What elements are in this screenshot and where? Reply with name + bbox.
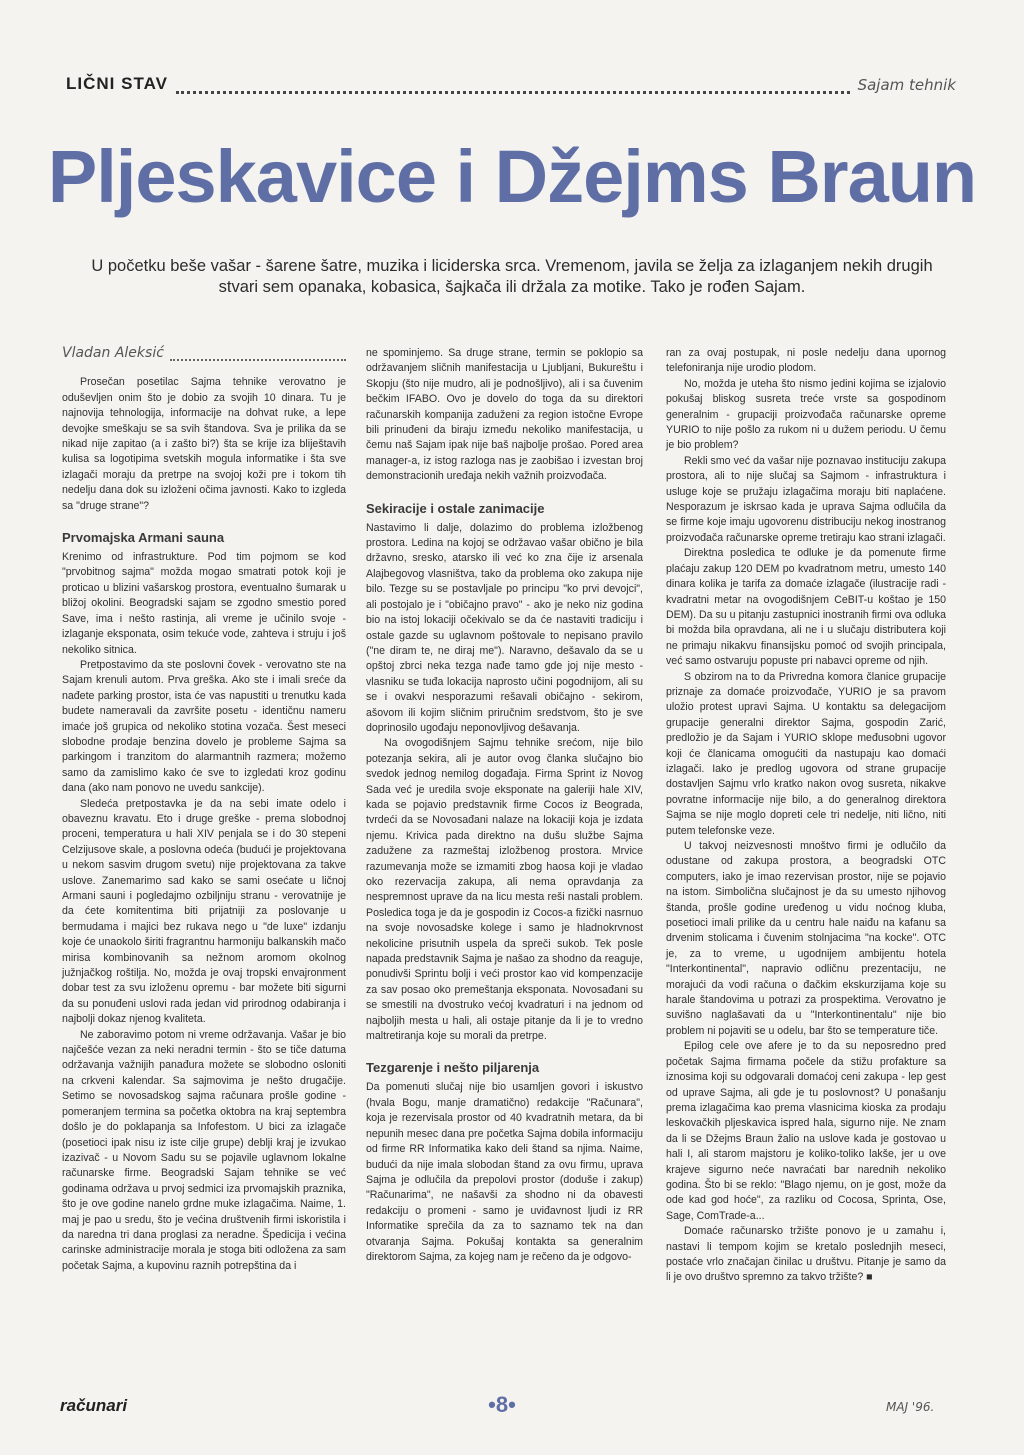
page-number: •8•	[488, 1392, 516, 1417]
byline-dot-leader	[170, 349, 346, 361]
byline	[62, 346, 346, 361]
section-label: LIČNI STAV	[66, 74, 168, 93]
paragraph: S obzirom na to da Privredna komora članice grupacije priznaje za domaće proizvođače, YURIO je sa pravom uložio protest upravi Sajma. U kontaktu sa delegacijom grupacije generalni direktor Sajma, gospodin Zarić, predložio je da Sajam i YURIO sklope međusobni ugovor koji će članicama omogućiti da nastupaju kao domaći izlagači. Iako je predlog ugovora od strane grupacije dostavljen Sajmu vrlo kratko nakon ovog susreta, nikakve povratne informacije nije bilo, a do generalnog direktora Sajma se nije moglo dopreti cele tri nedelje, niti lično, niti putem telefonske veze.	[666, 670, 946, 837]
paragraph: Prosečan posetilac Sajma tehnike verovatno je oduševljen onim što je dobio za svojih 10 dinara. Tu je najnovija tehnologija, informacije na dohvat ruke, a lepe devojke smeškaju se sa svih štandova. Sva je prilika da se nikad nije zapitao (a i zašto bi?) šta se krije iza bliještavih kulisa sa logotipima svetskih mogula informatike i šta sve izlagači moraju da pretrpe na svojoj koži pre i tokom tih nedelju dana dok su izloženi očima javnosti. Kako to izgleda sa "druge strane"?	[62, 376, 346, 512]
article-lead: U početku beše vašar - šarene šatre, muzika i liciderska srca. Vremenom, javila se želja za izlaganjem nekih drugih stvari sem opanaka, kobasica, šajkača ili držala za motike. Tako je rođen Sajam.	[91, 257, 933, 296]
paragraph: No, možda je uteha što nismo jedini kojima se izjalovio pokušaj bliskog susreta treće vrste sa gospodinom generalnim - grupaciji proizvođača računarske opreme YURIO to nije pošlo za rukom ni u dužem periodu. U čemu je bio problem?	[666, 377, 946, 452]
column-1	[62, 346, 346, 1274]
paragraph: Nastavimo li dalje, dolazimo do problema izložbenog prostora. Ledina na kojoj se održavao vašar obično je bila državno, sresko, atarsko ili već ko zna čije iz arsenala Alajbegovog vlasništva, tako da problema oko zakupa nije bilo. Tezge su se postavljale po principu "ko prvi devojci", ali postojalo je i "običajno pravo" - ako je neko niz godina bio na istoj lokaciji očekivalo se da će nastaviti tradiciju i ostale gazde su uglavnom poštovale to nepisano pravilo ("ne diram te, ne diraj me"). Naravno, dešavalo da se u opštoj zbrci neka tezga nađe tamo gde joj nije mesto - vlasniku se tuđa lokacija naprosto učini pogodnijom, ali su se i ovakvi nesporazumi rešavali običajno - sekirom, ašovom ili kojim sličnim priručnim sredstvom, što je sve doprinosilo ugođaju neponovljivog dešavanja.	[366, 521, 643, 734]
paragraph: Epilog cele ove afere je to da su neposredno pred početak Sajma firmama počele da stižu profakture sa iznosima koji su odgovarali domaćoj ceni zakupa - lep gest od uprave Sajma, ali gde je tu poslovnost? U ponašanju prema izlagačima kao prema vlasnicima kioska za prodaju leskovačkih pljeskavica ispred hala, sigurno nije. Ne znam da li se Džejms Braun žalio na uslove kada je gostovao u hali I, ali starom majstoru je koliko-toliko lakše, jer u ove krajeve sigurno neće navraćati bar narednih nekoliko godina. Što bi se reklo: "Blago njemu, on je gost, može da ode kad god hoće", za razliku od Cocosa, Sprinta, Ose, Sage, ComTrade-a...	[666, 1040, 946, 1222]
paragraph: ne spominjemo. Sa druge strane, termin se poklopio sa održavanjem sličnih manifestacija u Ljubljani, Bukureštu i Skopju (što nije mudro, ali je podnošljivo), ali i sa čuvenim bečkim IFABO. Ovo je dovelo do toga da su direktori računarskih kompanija zaduženi za region istočne Evrope bili prinuđeni da biraju između nekoliko manifestacija, u čemu naš Sajam ipak nije baš najbolje prošao. Pored area manager-a, iz istog razloga nas je zaobišao i izvestan broj demonstracionih uređaja nekih važnih proizvođača.	[366, 347, 643, 483]
paragraph: Direktna posledica te odluke je da pomenute firme plaćaju zakup 120 DEM po kvadratnom metru, umesto 140 dinara kolika je tarifa za domaće izlagače (ilustracije radi - kvadratni metar na ovogodišnjem CeBIT-u koštao je 150 DEM). Da su u pitanju zastupnici inostranih firmi ova odluka bi možda bila opravdana, ali ne i u slučaju distributera koji ne primaju nikakvu finansijsku pomoć od svojih principala, već samo ostvaruju popuste pri nabavci opreme od njih.	[666, 547, 946, 668]
header-dot-leader	[176, 77, 850, 94]
paragraph: U takvoj neizvesnosti mnoštvo firmi je odlučilo da odustane od zakupa prostora, a beogradski OTC computers, iako je imao rezervisan prostor, nije se pojavio na istom. Simbolična slučajnost je da su umesto njihovog štanda, prošle godine uređenog u vidu noćnog kluba, posetioci imali prilike da u centru hale naiđu na kafanu sa drvenim stolicama i čuvenim stolnjacima "na kocke". OTC je, za to vreme, u ugodnijem ambijentu hotela "Interkontinental", napravio odličnu prezentaciju, ne morajući da vodi računa o đačkim ekskurzijama koje su harale štandovima u potrazi za prospektima. Verovatno je suvišno naglašavati da u "Interkontinentalu" nije bio problem ni pojaviti se u odelu, bar što se temperature tiče.	[666, 840, 946, 1037]
paragraph: Sledeća pretpostavka je da na sebi imate odelo i obaveznu kravatu. Eto i druge greške - prema slobodnoj proceni, temperatura u hali XIV penjala se i do 30 stepeni Celzijusove skale, a poslovna odeća (budući je projektovana u nekom sasvim drugom svetu) nije projektovana za takve uslove. Zanemarimo sad kako se sami osećate u ličnoj Armani sauni i pogledajmo ozbiljniju stranu - verovatnije je da ćete komitentima biti prijatniji za poslovanje u bermudama i majici bez rukava nego u "de luxe" izdanju koje će unaokolo širiti fragrantnu harmoniju balkanskih mačo mirisa kombinovanih sa nežnom aromom okolnog južnjačkog roštilja. No, možda je ovaj tropski envajronment dobar test za svu izloženu opremu - bar možete biti sigurni da su ponuđeni uslovi rada jedan vid prirodnog odabiranja i najbolji dokaz njenog kvaliteta.	[62, 797, 346, 1026]
paragraph: Da pomenuti slučaj nije bio usamljen govori i iskustvo (hvala Bogu, manje dramatično) redakcije "Računara", koja je rezervisala prostor od 40 kvadratnih metara, da bi nepunih mesec dana pre početka Sajma dobila informaciju od firme RR Informatika kako deli štand sa njima. Naime, budući da nije imala slobodan štand za ovu firmu, uprava Sajma je odlučila da prepolovi prostor (doduše i zakup) "Računarima", ne našavši za shodno ni da obavesti redakciju o promeni - samo je uviđavnost ljudi iz RR Informatike sprečila da za to saznamo tek na dan otvaranja Sajma. Pokušaj kontakta sa generalnim direktorom Sajma, za kojeg nam je rečeno da je odgovo-	[366, 1081, 643, 1263]
paragraph: Ne zaboravimo potom ni vreme održavanja. Vašar je bio najčešće vezan za neki neradni termin - što se tiče datuma održavanja važnijih panađura možete se slobodno osloniti na crkveni kalendar. Sa sajmovima je nešto drugačije. Setimo se novosadskog sajma računara prošle godine - pomeranjem termina sa početka oktobra na kraj septembra došlo je do poklapanja sa Infofestom. U bici za izlagače (posetioci ipak nisu iz iste cilje grupe) deblji kraj je izvukao izazivač - u Novom Sadu su se pojavile uglavnom lokalne računarske firme. Beogradski Sajam tehnike se već godinama održava u prvoj sedmici iza prvomajskih praznika, što je ove godine nanelo grdne muke izlagačima. Naime, 1. maj je pao u sredu, što je većina društvenih firmi iskoristila i da naredna tri dana proglasi za neradne. Špedicija i većina carinske administracije morala je stoga biti odložena za sam početak Sajma, a kupovinu raznih potrepština da i	[62, 1028, 346, 1272]
paragraph: Krenimo od infrastrukture. Pod tim pojmom se kod "prvobitnog sajma" možda mogao smatrati potok koji je proticao u blizini vašarskog prostora, eventualno šumarak u bližoj okolini. Beogradski sajam se zgodno smestio pored Save, ima i nešto rastinja, ali vreme je učinilo svoje - izlaganje eksponata, osim tekuće vode, zahteva i struju i još nekoliko sitnica.	[62, 551, 346, 656]
paragraph: Na ovogodišnjem Sajmu tehnike srećom, nije bilo potezanja sekira, ali je autor ovog članka slučajno bio svedok jednog nemilog događaja. Firma Sprint iz Novog Sada već je uredila svoje eksponate na galeriji hale XIV, kada se pojavio predstavnik firme Cocos iz Beograda, tvrdeći da se Novosađani nalaze na lokaciji koja je izdata njemu. Krivica pada direktno na dušu službe Sajma zadužene za razmeštaj izložbenog prostora. Mrvice razumevanja može se izmamiti zbog haosa koji je vladao oko rezervacija zakupa, ali nema opravdanja za nespremnost uprave da na licu mesta reši nastali problem. Posledica toga je da je gospodin iz Cocos-a fizički nasrnuo na svoje novosadske kolege i samo je hladnokrvnost nekolicine prisutnih uspela da spreči sukob. Tek posle napada predstavnik Sajma je našao za shodno da reaguje, ponudivši Sprintu bolji i veći prostor kao vid kompenzacije za sav posao oko premeštanja eksponata. Novosađani su se smestili na dvostruko većoj kvadraturi i na jednom od najboljih mesta u hali, ali ostaje pitanje da li je to vredno maltretiranja koje su morali da pretrpe.	[366, 737, 643, 1043]
column-2	[366, 346, 643, 1265]
page-header	[66, 70, 956, 94]
header-topic: Sajam tehnik	[857, 76, 956, 94]
column-3	[666, 346, 946, 1286]
paragraph: Pretpostavimo da ste poslovni čovek - verovatno ste na Sajam krenuli autom. Prva greška. Ako ste i imali sreće da nađete parking prostor, ista će vas napustiti u trenutku kada budete nameravali da završite posetu - identičnu nameru imaće još grupica od nekoliko stotina vozača. Šest meseci slobodne prodaje benzina dovelo je probleme Sajma sa parkingom i tranzitom do alarmantnih razmera; možemo samo da zamislimo kako će sve to izgledati kroz godinu dana (ako nam ponovo ne uvedu sankcije).	[62, 658, 346, 795]
subheading: Sekiracije i ostale zanimacije	[366, 500, 545, 516]
issue-date: MAJ '96.	[886, 1400, 935, 1414]
magazine-logo: računari	[60, 1396, 128, 1415]
author-name: Vladan Aleksić	[62, 345, 164, 361]
paragraph: ran za ovaj postupak, ni posle nedelju dana upornog telefoniranja nije urodio plodom.	[666, 347, 946, 375]
paragraph: Domaće računarsko tržište ponovo je u zamahu i, nastavi li tempom kojim se kretalo poslednjih meseci, postaće vrlo značajan činilac u društvu. Pitanje je samo da li je ovo društvo spremno za takvo tržište? ■	[666, 1225, 946, 1284]
article-title: Pljeskavice i Džejms Braun	[47, 135, 977, 218]
subheading: Tezgarenje i nešto piljarenja	[366, 1060, 540, 1076]
paragraph: Rekli smo već da vašar nije poznavao instituciju zakupa prostora, ali to nije slučaj sa Sajmom - infrastruktura i usluge koje se pružaju izlagačima moraju biti naplaćene. Nesporazum je iskrsao kada je uprava Sajma odlučila da se firme koje imaju ugovorenu distribuciju nekog inostranog proizvođača računarske opreme tretiraju kao strani izlagači.	[666, 454, 946, 544]
subheading: Prvomajska Armani sauna	[62, 530, 225, 546]
